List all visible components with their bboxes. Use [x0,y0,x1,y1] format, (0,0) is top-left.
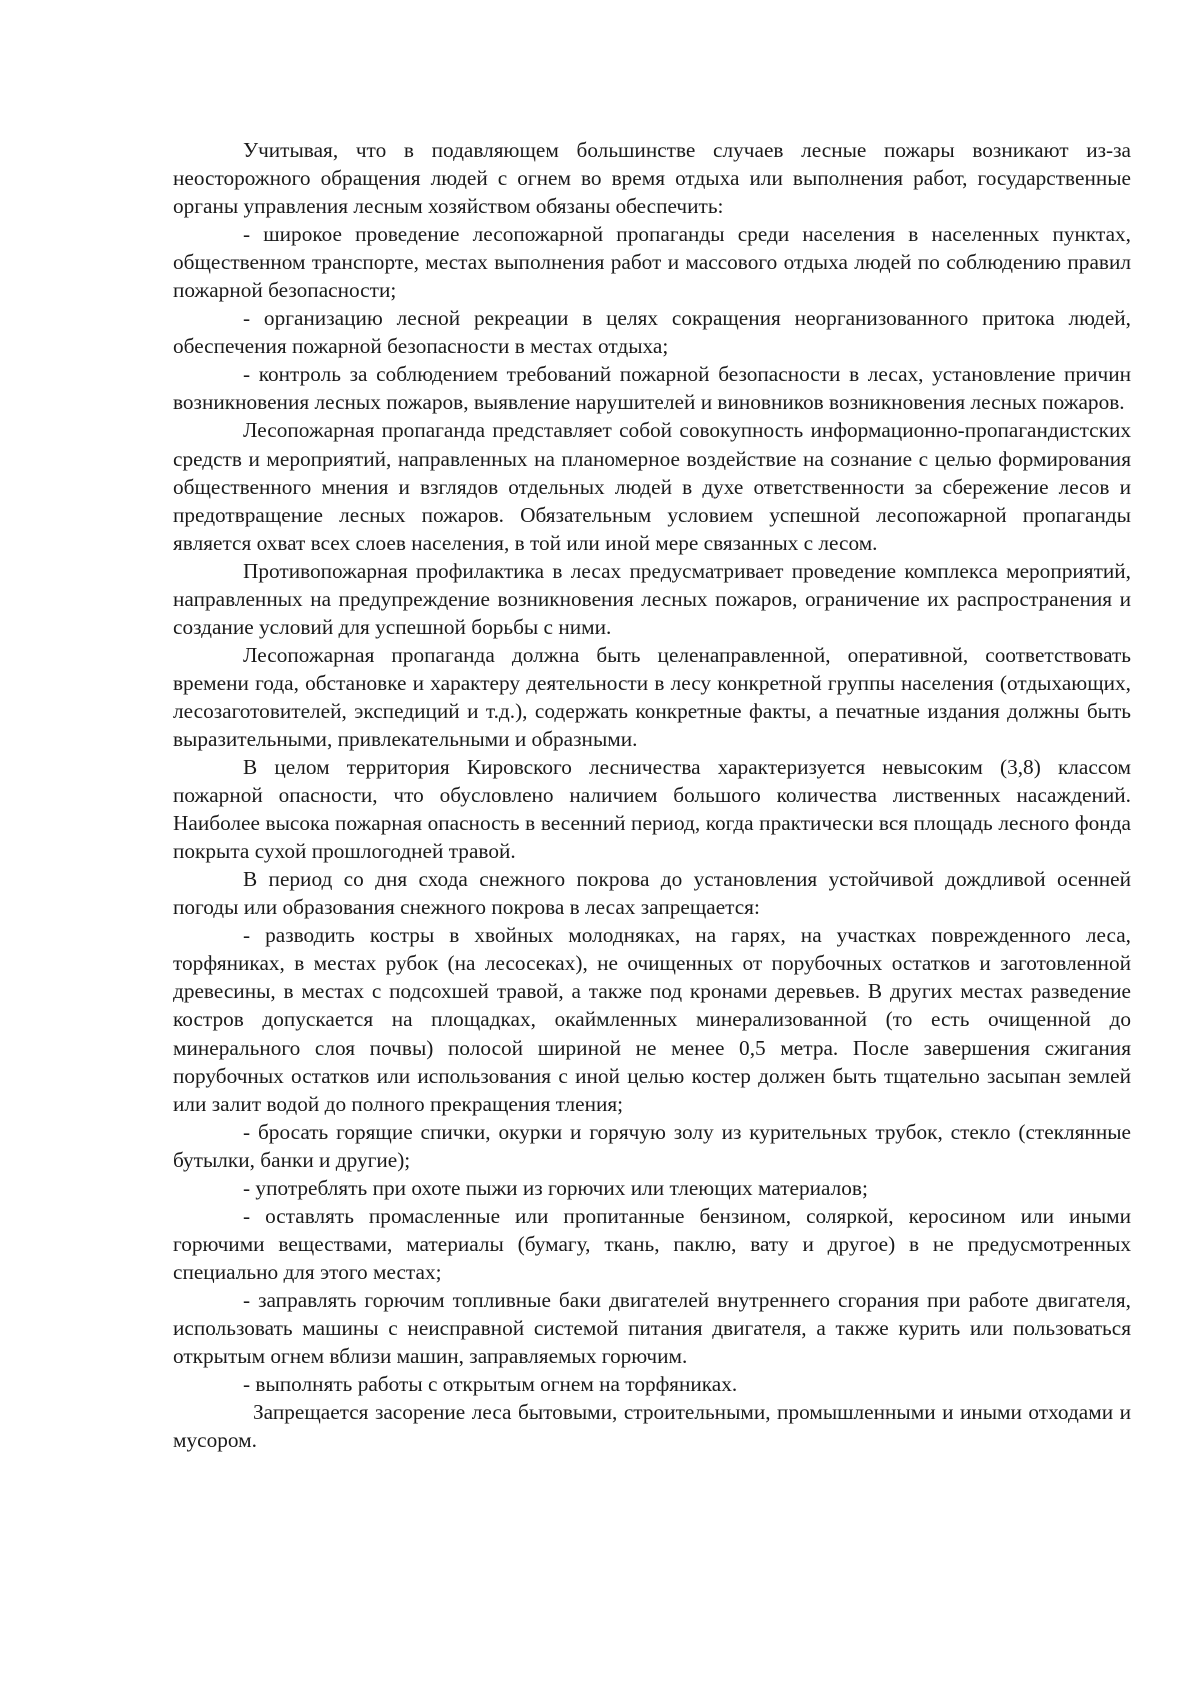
list-item-refueling: - заправлять горючим топливные баки двигателей внутреннего сгорания при работе двигателя, использовать машины с неисправной системой питания двигателя, а также курить или пользоваться открытым огнем вблизи машин, заправляемых горючим. [173,1287,1131,1369]
list-item-recreation: - организацию лесной рекреации в целях сокращения неорганизованного притока людей, обеспечения пожарной безопасности в местах отдыха; [173,306,1131,359]
list-item-peat-work: - выполнять работы с открытым огнем на торфяниках. [243,1372,738,1397]
list-item-propaganda: - широкое проведение лесопожарной пропаганды среди населения в населенных пунктах, общественном транспорте, местах выполнения работ и массового отдыха людей по соблюдению правил пожарной безопасности; [173,222,1131,303]
paragraph-fire-danger-class: В целом территория Кировского лесничества характеризуется невысоким (3,8) классом пожарной опасности, что обусловлено наличием большого количества лиственных насаждений. Наиболее высока пожарная опасность в весенний период, когда практически вся площадь лесного фонда покрыта сухой прошлогодней травой. [173,755,1131,864]
list-item-hunting-wads: - употреблять при охоте пыжи из горючих или тлеющих материалов; [243,1175,868,1200]
paragraph-propaganda-definition: Лесопожарная пропаганда представляет собой совокупность информационно-пропагандистских средств и мероприятий, направленных на планомерное воздействие на сознание с целью формирования общественного мнения и взглядов отдельных людей в духе ответственности за сбережение лесов и предотвращение лесных пожаров. Обязательным условием успешной лесопожарной пропаганды является охват всех слоев населения, в той или иной мере связанных с лесом. [173,418,1131,555]
paragraph-intro: Учитывая, что в подавляющем большинстве случаев лесные пожары возникают из-за неосторожного обращения людей с огнем во время отдыха или выполнения работ, государственные органы управления лесным хозяйством обязаны обеспечить: [173,138,1131,219]
paragraph-prohibitions-intro: В период со дня схода снежного покрова до установления устойчивой дождливой осенней погоды или образования снежного покрова в лесах запрещается: [173,867,1131,920]
list-item-oily-materials: - оставлять промасленные или пропитанные бензином, соляркой, керосином или иными горючими веществами, материалы (бумагу, ткань, паклю, вату и другое) в не предусмотренных специально для этого местах; [173,1203,1131,1284]
paragraph-propaganda-requirements: Лесопожарная пропаганда должна быть целенаправленной, оперативной, соответствовать времени года, обстановке и характеру деятельности в лесу конкретной группы населения (отдыхающих, лесозаготовителей, экспедиций и т.д.), содержать конкретные факты, а печатные издания должны быть выразительными, привлекательными и образными. [173,642,1131,751]
paragraph-littering: Запрещается засорение леса бытовыми, строительными, промышленными и иными отходами и мусором. [173,1400,1131,1453]
list-item-campfires: - разводить костры в хвойных молодняках, на гарях, на участках поврежденного леса, торфяниках, в местах рубок (на лесосеках), не очищенных от порубочных остатков и заготовленной древесины, в местах с подсохшей травой, а также под кронами деревьев. В других местах разведение костров допускается на площадках, окаймленных минерализованной (то есть очищенной до минерального слоя почвы) полосой шириной не менее 0,5 метра. После завершения сжигания порубочных остатков или использования с иной целью костер должен быть тщательно засыпан землей или залит водой до полного прекращения тления; [173,923,1131,1116]
list-item-matches: - бросать горящие спички, окурки и горячую золу из курительных трубок, стекло (стеклянные бутылки, банки и другие); [173,1119,1131,1172]
paragraph-prevention: Противопожарная профилактика в лесах предусматривает проведение комплекса мероприятий, направленных на предупреждение возникновения лесных пожаров, ограничение их распространения и создание условий для успешной борьбы с ними. [173,558,1131,639]
document-page [173,136,1131,1454]
list-item-control: - контроль за соблюдением требований пожарной безопасности в лесах, установление причин возникновения лесных пожаров, выявление нарушителей и виновников возникновения лесных пожаров. [173,362,1131,415]
